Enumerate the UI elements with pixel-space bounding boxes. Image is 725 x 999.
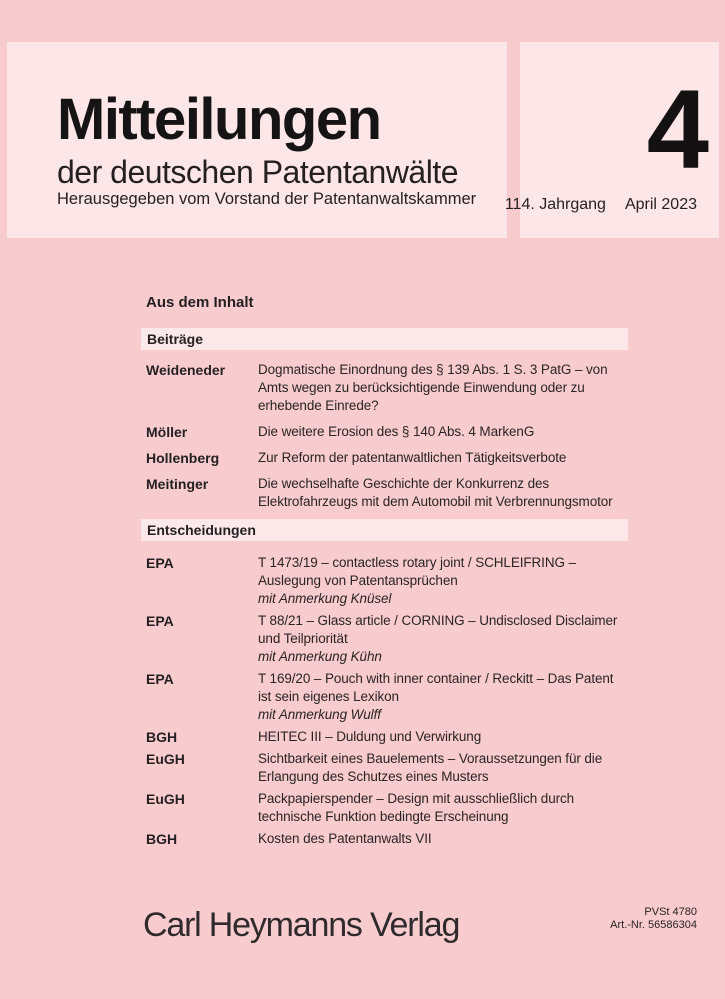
toc-entry bbox=[146, 830, 628, 848]
entry-title: Dogmatische Einordnung des § 139 Abs. 1 S. 3 PatG – von Amts wegen zu berücksichtigende Einwendung oder zu erhebende Einrede? bbox=[258, 362, 608, 413]
entry-author: Weideneder bbox=[146, 362, 226, 378]
entry-title-cell bbox=[258, 612, 628, 666]
toc-section bbox=[141, 519, 628, 848]
entry-title-cell bbox=[258, 423, 628, 441]
entry-author: Hollenberg bbox=[146, 450, 220, 466]
entry-title: Packpapierspender – Design mit ausschließlich durch technische Funktion bedingte Erscheinung bbox=[258, 791, 575, 824]
entry-author: EPA bbox=[146, 613, 174, 629]
toc-entry bbox=[146, 449, 628, 467]
entry-title-cell bbox=[258, 750, 628, 786]
toc-entry bbox=[146, 475, 628, 511]
entry-title: Die wechselhafte Geschichte der Konkurrenz des Elektrofahrzeugs mit dem Automobil mit Verbrennungsmotor bbox=[258, 476, 613, 509]
toc-entry bbox=[146, 612, 628, 666]
toc-entry-list bbox=[141, 554, 628, 848]
toc-entry bbox=[146, 750, 628, 786]
toc-entry-list bbox=[141, 361, 628, 511]
entry-title: Zur Reform der patentanwaltlichen Tätigkeitsverbote bbox=[258, 450, 567, 465]
publisher-line: Herausgegeben vom Vorstand der Patentanwaltskammer bbox=[57, 190, 477, 208]
entry-title-cell bbox=[258, 449, 628, 467]
entry-title: T 88/21 – Glass article / CORNING – Undisclosed Disclaimer und Teilpriorität bbox=[258, 613, 618, 646]
entry-author: BGH bbox=[146, 831, 178, 847]
masthead-issue-panel bbox=[504, 42, 719, 238]
journal-subtitle: der deutschen Patentanwälte bbox=[57, 154, 459, 190]
entry-author: EPA bbox=[146, 671, 174, 687]
entry-note: mit Anmerkung Knüsel bbox=[258, 591, 392, 606]
article-number: Art.-Nr. 56586304 bbox=[610, 919, 697, 931]
entry-title: HEITEC III – Duldung und Verwirkung bbox=[258, 729, 482, 744]
issue-date: April 2023 bbox=[624, 196, 697, 214]
toc-entry bbox=[146, 554, 628, 608]
entry-title: T 169/20 – Pouch with inner container / Reckitt – Das Patent ist sein eigenes Lexikon bbox=[258, 671, 614, 704]
entry-title: Sichtbarkeit eines Bauelements – Voraussetzungen für die Erlangung des Schutzes eines Musters bbox=[258, 751, 603, 784]
toc-entry bbox=[146, 361, 628, 415]
entry-title-cell bbox=[258, 361, 628, 415]
entry-title-cell bbox=[258, 670, 628, 724]
issue-meta bbox=[505, 196, 697, 214]
entry-title: Kosten des Patentanwalts VII bbox=[258, 831, 432, 846]
toc-section bbox=[141, 328, 628, 511]
table-of-contents bbox=[141, 294, 628, 852]
entry-title-cell bbox=[258, 790, 628, 826]
entry-title-cell bbox=[258, 830, 628, 848]
entry-author: EPA bbox=[146, 555, 174, 571]
postal-distribution-code: PVSt 4780 bbox=[644, 906, 697, 918]
entry-title-cell bbox=[258, 475, 628, 511]
journal-title: Mitteilungen bbox=[57, 87, 381, 152]
toc-sections bbox=[141, 328, 628, 848]
entry-author: Meitinger bbox=[146, 476, 209, 492]
entry-author: EuGH bbox=[146, 791, 185, 807]
toc-entry bbox=[146, 670, 628, 724]
toc-entry bbox=[146, 423, 628, 441]
entry-title-cell bbox=[258, 728, 628, 746]
print-codes bbox=[610, 906, 697, 932]
entry-author: EuGH bbox=[146, 751, 185, 767]
section-header: Beiträge bbox=[141, 328, 628, 350]
section-header: Entscheidungen bbox=[141, 519, 628, 541]
toc-heading: Aus dem Inhalt bbox=[146, 294, 254, 311]
entry-note: mit Anmerkung Kühn bbox=[258, 649, 382, 664]
entry-author: BGH bbox=[146, 729, 178, 745]
volume-label: 114. Jahrgang bbox=[504, 196, 606, 214]
masthead-title-panel bbox=[7, 42, 507, 238]
entry-author: Möller bbox=[146, 424, 188, 440]
entry-title-cell bbox=[258, 554, 628, 608]
entry-title: Die weitere Erosion des § 140 Abs. 4 MarkenG bbox=[258, 424, 535, 439]
issue-number: 4 bbox=[646, 67, 709, 192]
toc-entry bbox=[146, 728, 628, 746]
publisher-name: Carl Heymanns Verlag bbox=[143, 906, 460, 944]
entry-title: T 1473/19 – contactless rotary joint / SCHLEIFRING – Auslegung von Patentansprüchen bbox=[258, 555, 576, 588]
entry-note: mit Anmerkung Wulff bbox=[258, 707, 381, 722]
toc-entry bbox=[146, 790, 628, 826]
